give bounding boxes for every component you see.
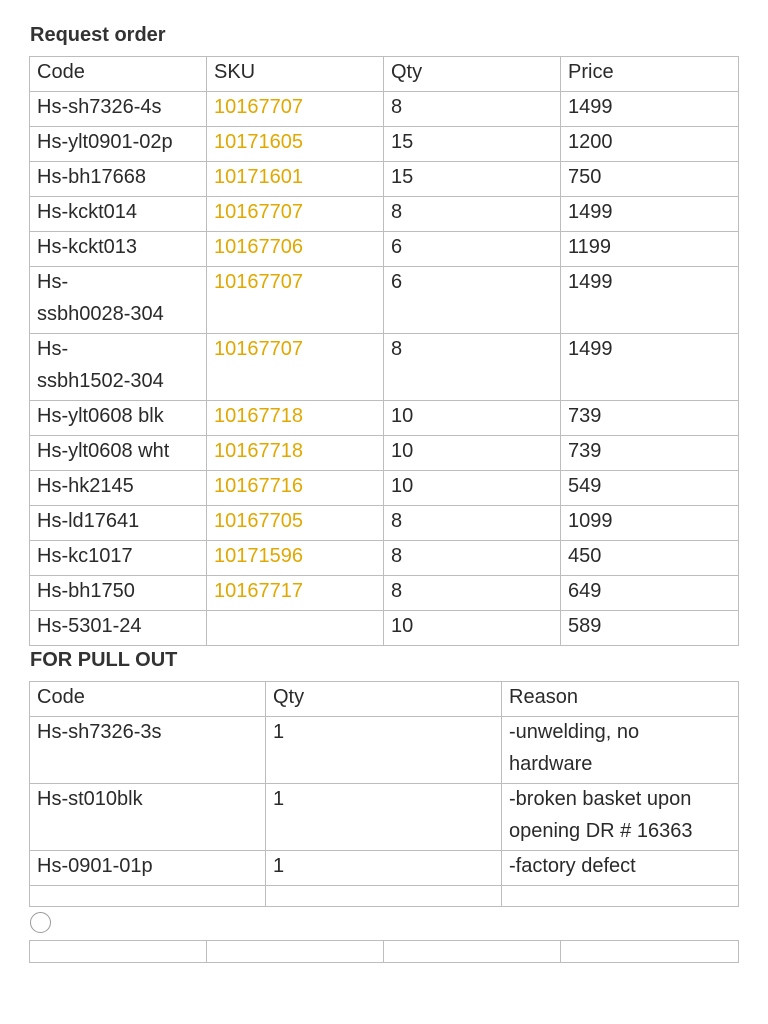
code-cell: Hs-kckt014 [30, 197, 207, 232]
sku-cell[interactable]: 10171596 [207, 541, 384, 576]
price-cell: 1200 [561, 127, 739, 162]
price-cell: 1199 [561, 232, 739, 267]
column-header-code: Code [30, 57, 207, 92]
table-row [30, 232, 739, 267]
sku-cell[interactable] [207, 611, 384, 646]
sku-cell[interactable]: 10167716 [207, 471, 384, 506]
table-row [30, 784, 739, 851]
code-cell: Hs-sh7326-4s [30, 92, 207, 127]
table-row [30, 506, 739, 541]
table-row [30, 401, 739, 436]
table-header-row [30, 682, 739, 717]
qty-cell: 8 [384, 541, 561, 576]
column-header-reason: Reason [502, 682, 739, 717]
code-cell: Hs-5301-24 [30, 611, 207, 646]
empty-cell[interactable] [266, 886, 502, 907]
price-cell: 649 [561, 576, 739, 611]
code-cell: Hs-sh7326-3s [30, 717, 266, 784]
table-header-row [30, 57, 739, 92]
sku-cell[interactable]: 10167717 [207, 576, 384, 611]
table-row [30, 436, 739, 471]
qty-cell: 1 [266, 717, 502, 784]
sku-cell[interactable]: 10167718 [207, 401, 384, 436]
qty-cell: 6 [384, 267, 561, 334]
reason-cell [502, 784, 739, 851]
table-row [30, 717, 739, 784]
price-cell: 1099 [561, 506, 739, 541]
pull-out-title: FOR PULL OUT [30, 649, 178, 671]
qty-cell: 1 [266, 851, 502, 886]
empty-cell[interactable] [561, 941, 739, 963]
table-row [30, 162, 739, 197]
price-cell: 750 [561, 162, 739, 197]
sku-cell[interactable]: 10167718 [207, 436, 384, 471]
code-cell: Hs-ld17641 [30, 506, 207, 541]
sku-cell[interactable]: 10167707 [207, 334, 384, 401]
qty-cell: 15 [384, 162, 561, 197]
price-cell: 450 [561, 541, 739, 576]
code-cell: Hs-hk2145 [30, 471, 207, 506]
code-cell: Hs-bh17668 [30, 162, 207, 197]
table-row [30, 541, 739, 576]
table-row [30, 471, 739, 506]
qty-cell: 1 [266, 784, 502, 851]
code-line: ssbh1502-304 [37, 369, 164, 392]
code-cell [30, 334, 207, 401]
reason-line: -broken basket upon [509, 788, 692, 810]
sku-cell[interactable]: 10171601 [207, 162, 384, 197]
blank-table [29, 940, 739, 963]
price-cell: 739 [561, 436, 739, 471]
column-header-sku: SKU [207, 57, 384, 92]
table-row [30, 334, 739, 401]
empty-cell[interactable] [502, 886, 739, 907]
code-cell: Hs-st010blk [30, 784, 266, 851]
sku-cell[interactable]: 10171605 [207, 127, 384, 162]
table-row [30, 92, 739, 127]
qty-cell: 8 [384, 576, 561, 611]
column-header-qty: Qty [266, 682, 502, 717]
code-cell: Hs-0901-01p [30, 851, 266, 886]
table-row [30, 576, 739, 611]
table-row [30, 127, 739, 162]
reason-cell: -factory defect [502, 851, 739, 886]
price-cell: 549 [561, 471, 739, 506]
code-cell: Hs-kc1017 [30, 541, 207, 576]
column-header-price: Price [561, 57, 739, 92]
empty-row [30, 941, 739, 963]
price-cell: 589 [561, 611, 739, 646]
code-cell: Hs-ylt0608 blk [30, 401, 207, 436]
table-row [30, 611, 739, 646]
table-row [30, 851, 739, 886]
qty-cell: 10 [384, 436, 561, 471]
sku-cell[interactable]: 10167707 [207, 92, 384, 127]
table-row [30, 267, 739, 334]
price-cell: 739 [561, 401, 739, 436]
price-cell: 1499 [561, 267, 739, 334]
qty-cell: 10 [384, 611, 561, 646]
reason-line: opening DR # 16363 [509, 819, 693, 842]
empty-cell[interactable] [384, 941, 561, 963]
code-cell: Hs-kckt013 [30, 232, 207, 267]
qty-cell: 6 [384, 232, 561, 267]
price-cell: 1499 [561, 334, 739, 401]
empty-cell[interactable] [30, 941, 207, 963]
price-cell: 1499 [561, 197, 739, 232]
code-line: ssbh0028-304 [37, 302, 164, 325]
qty-cell: 10 [384, 401, 561, 436]
radio-button[interactable] [30, 912, 51, 933]
sku-cell[interactable]: 10167706 [207, 232, 384, 267]
table-row [30, 197, 739, 232]
sku-cell[interactable]: 10167705 [207, 506, 384, 541]
reason-line: -unwelding, no [509, 721, 640, 743]
code-line: Hs- [37, 338, 69, 360]
code-cell: Hs-bh1750 [30, 576, 207, 611]
qty-cell: 15 [384, 127, 561, 162]
empty-row [30, 886, 739, 907]
price-cell: 1499 [561, 92, 739, 127]
sku-cell[interactable]: 10167707 [207, 197, 384, 232]
qty-cell: 8 [384, 506, 561, 541]
empty-cell[interactable] [207, 941, 384, 963]
reason-line: hardware [509, 752, 593, 775]
code-cell [30, 267, 207, 334]
qty-cell: 8 [384, 92, 561, 127]
qty-cell: 8 [384, 334, 561, 401]
qty-cell: 10 [384, 471, 561, 506]
code-cell: Hs-ylt0608 wht [30, 436, 207, 471]
request-order-table [29, 56, 739, 646]
sku-cell[interactable]: 10167707 [207, 267, 384, 334]
qty-cell: 8 [384, 197, 561, 232]
empty-cell[interactable] [30, 886, 266, 907]
pull-out-table [29, 681, 739, 907]
column-header-code: Code [30, 682, 266, 717]
column-header-qty: Qty [384, 57, 561, 92]
code-cell: Hs-ylt0901-02p [30, 127, 207, 162]
reason-cell [502, 717, 739, 784]
code-line: Hs- [37, 271, 69, 293]
request-order-title: Request order [30, 24, 166, 46]
